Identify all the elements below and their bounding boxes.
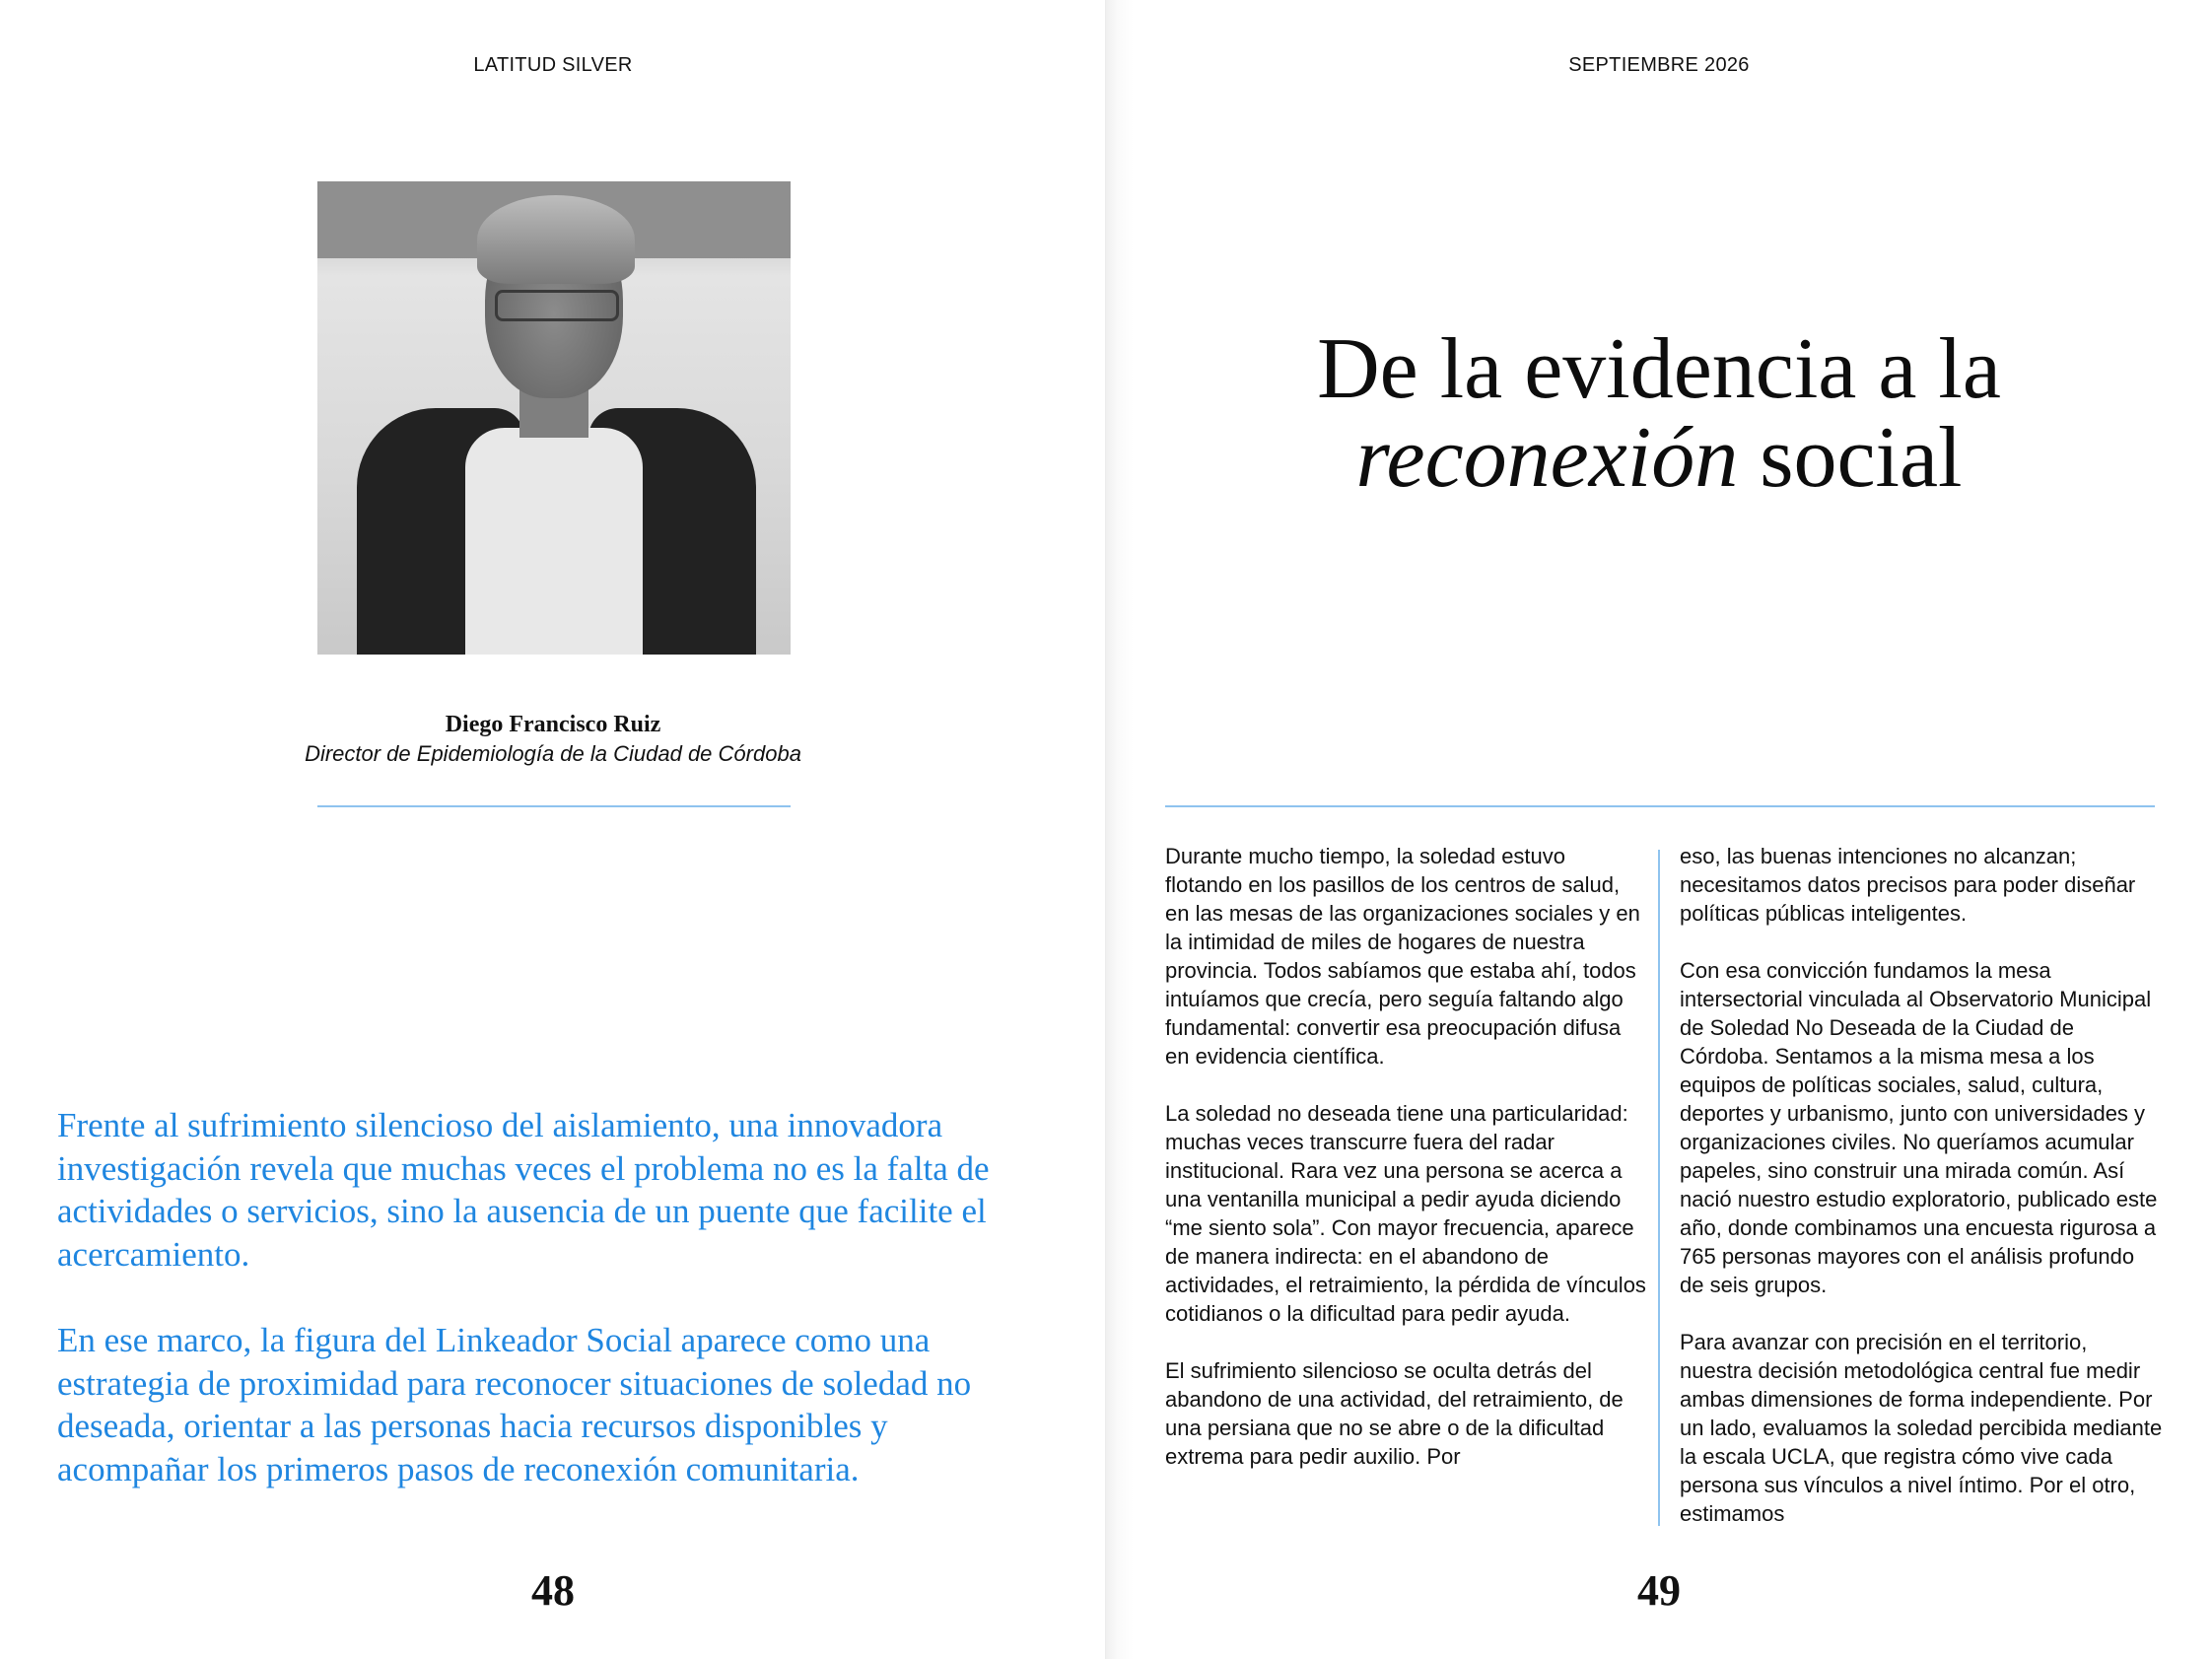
body-paragraph: Durante mucho tiempo, la soledad estuvo flotando en los pasillos de los centros de salud, en las mesas de las organizaciones sociales y en la intimidad de miles de hogares de nuestra provincia. Todos sabíamos que estaba ahí, todos intuíamos que crecía, pero seguía faltando algo fundamental: convertir esa preocupación difusa en evidencia científica. bbox=[1165, 844, 1640, 1069]
caption-role: Director de Epidemiología de la Ciudad de Córdoba bbox=[305, 741, 801, 766]
lead-paragraph: Frente al sufrimiento silencioso del aislamiento, una innovadora investigación revela que muchas veces el problema no es la falta de actividades o servicios, sino la ausencia de un puente que facilite el acercamiento. bbox=[57, 1106, 990, 1274]
headline-line-1: De la evidencia a la bbox=[1317, 321, 2001, 417]
portrait-photo bbox=[317, 181, 791, 655]
running-head-date: SEPTIEMBRE 2026 bbox=[1568, 54, 1750, 76]
article-headline bbox=[1106, 321, 2212, 506]
body-paragraph: El sufrimiento silencioso se oculta detrás del abandono de una actividad, del retraimiento, de una persiana que no se abre o de la dificultad extrema para pedir auxilio. Por bbox=[1165, 1358, 1624, 1469]
body-paragraph: Con esa convicción fundamos la mesa intersectorial vinculada al Observatorio Municipal de Soledad No Deseada de la Ciudad de Córdoba. Sentamos a la misma mesa a los equipos de políticas sociales, salud, cultura, deportes y urbanismo, junto con universidades y organizaciones civiles. No queríamos acumular papeles, sino construir una mirada común. Así nació nuestro estudio exploratorio, publicado este año, donde combinamos una encuesta rigurosa a 765 personas mayores con el análisis profundo de seis grupos. bbox=[1680, 958, 2158, 1297]
body-paragraph: La soledad no deseada tiene una particularidad: muchas veces transcurre fuera del radar institucional. Rara vez una persona se acerca a una ventanilla municipal a pedir ayuda diciendo “me siento sola”. Con mayor frecuencia, aparece de manera indirecta: en el abandono de actividades, el retraimiento, la pérdida de vínculos cotidianos o la dificultad para pedir ayuda. bbox=[1165, 1101, 1646, 1326]
divider-rule bbox=[317, 805, 791, 807]
body-paragraph: Para avanzar con precisión en el territorio, nuestra decisión metodológica central fue medir ambas dimensiones de forma independiente. Por un lado, evaluamos la soledad percibida mediante la escala UCLA, que registra cómo vive cada persona sus vínculos a nivel íntimo. Por el otro, estimamos bbox=[1680, 1330, 2163, 1526]
page-number: 49 bbox=[1637, 1566, 1681, 1615]
column-divider bbox=[1658, 850, 1660, 1526]
right-page bbox=[1106, 0, 2212, 1659]
body-paragraph: eso, las buenas intenciones no alcanzan; necesitamos datos precisos para poder diseñar políticas públicas inteligentes. bbox=[1680, 844, 2136, 926]
divider-rule bbox=[1165, 805, 2155, 807]
headline-italic-word: reconexión bbox=[1355, 410, 1739, 506]
caption-name: Diego Francisco Ruiz bbox=[445, 712, 661, 737]
headline-line-2 bbox=[1106, 410, 2212, 506]
page-number: 48 bbox=[531, 1566, 575, 1615]
body-column-1 bbox=[1165, 842, 1648, 1499]
running-head-magazine: LATITUD SILVER bbox=[473, 54, 633, 76]
headline-line-2-rest: social bbox=[1738, 410, 1963, 506]
lead-paragraph: En ese marco, la figura del Linkeador Social aparece como una estrategia de proximidad para reconocer situaciones de soledad no deseada, orientar a las personas hacia recursos disponibles y acompañar los primeros pasos de reconexión comunitaria. bbox=[57, 1321, 972, 1488]
body-column-2 bbox=[1680, 842, 2163, 1556]
